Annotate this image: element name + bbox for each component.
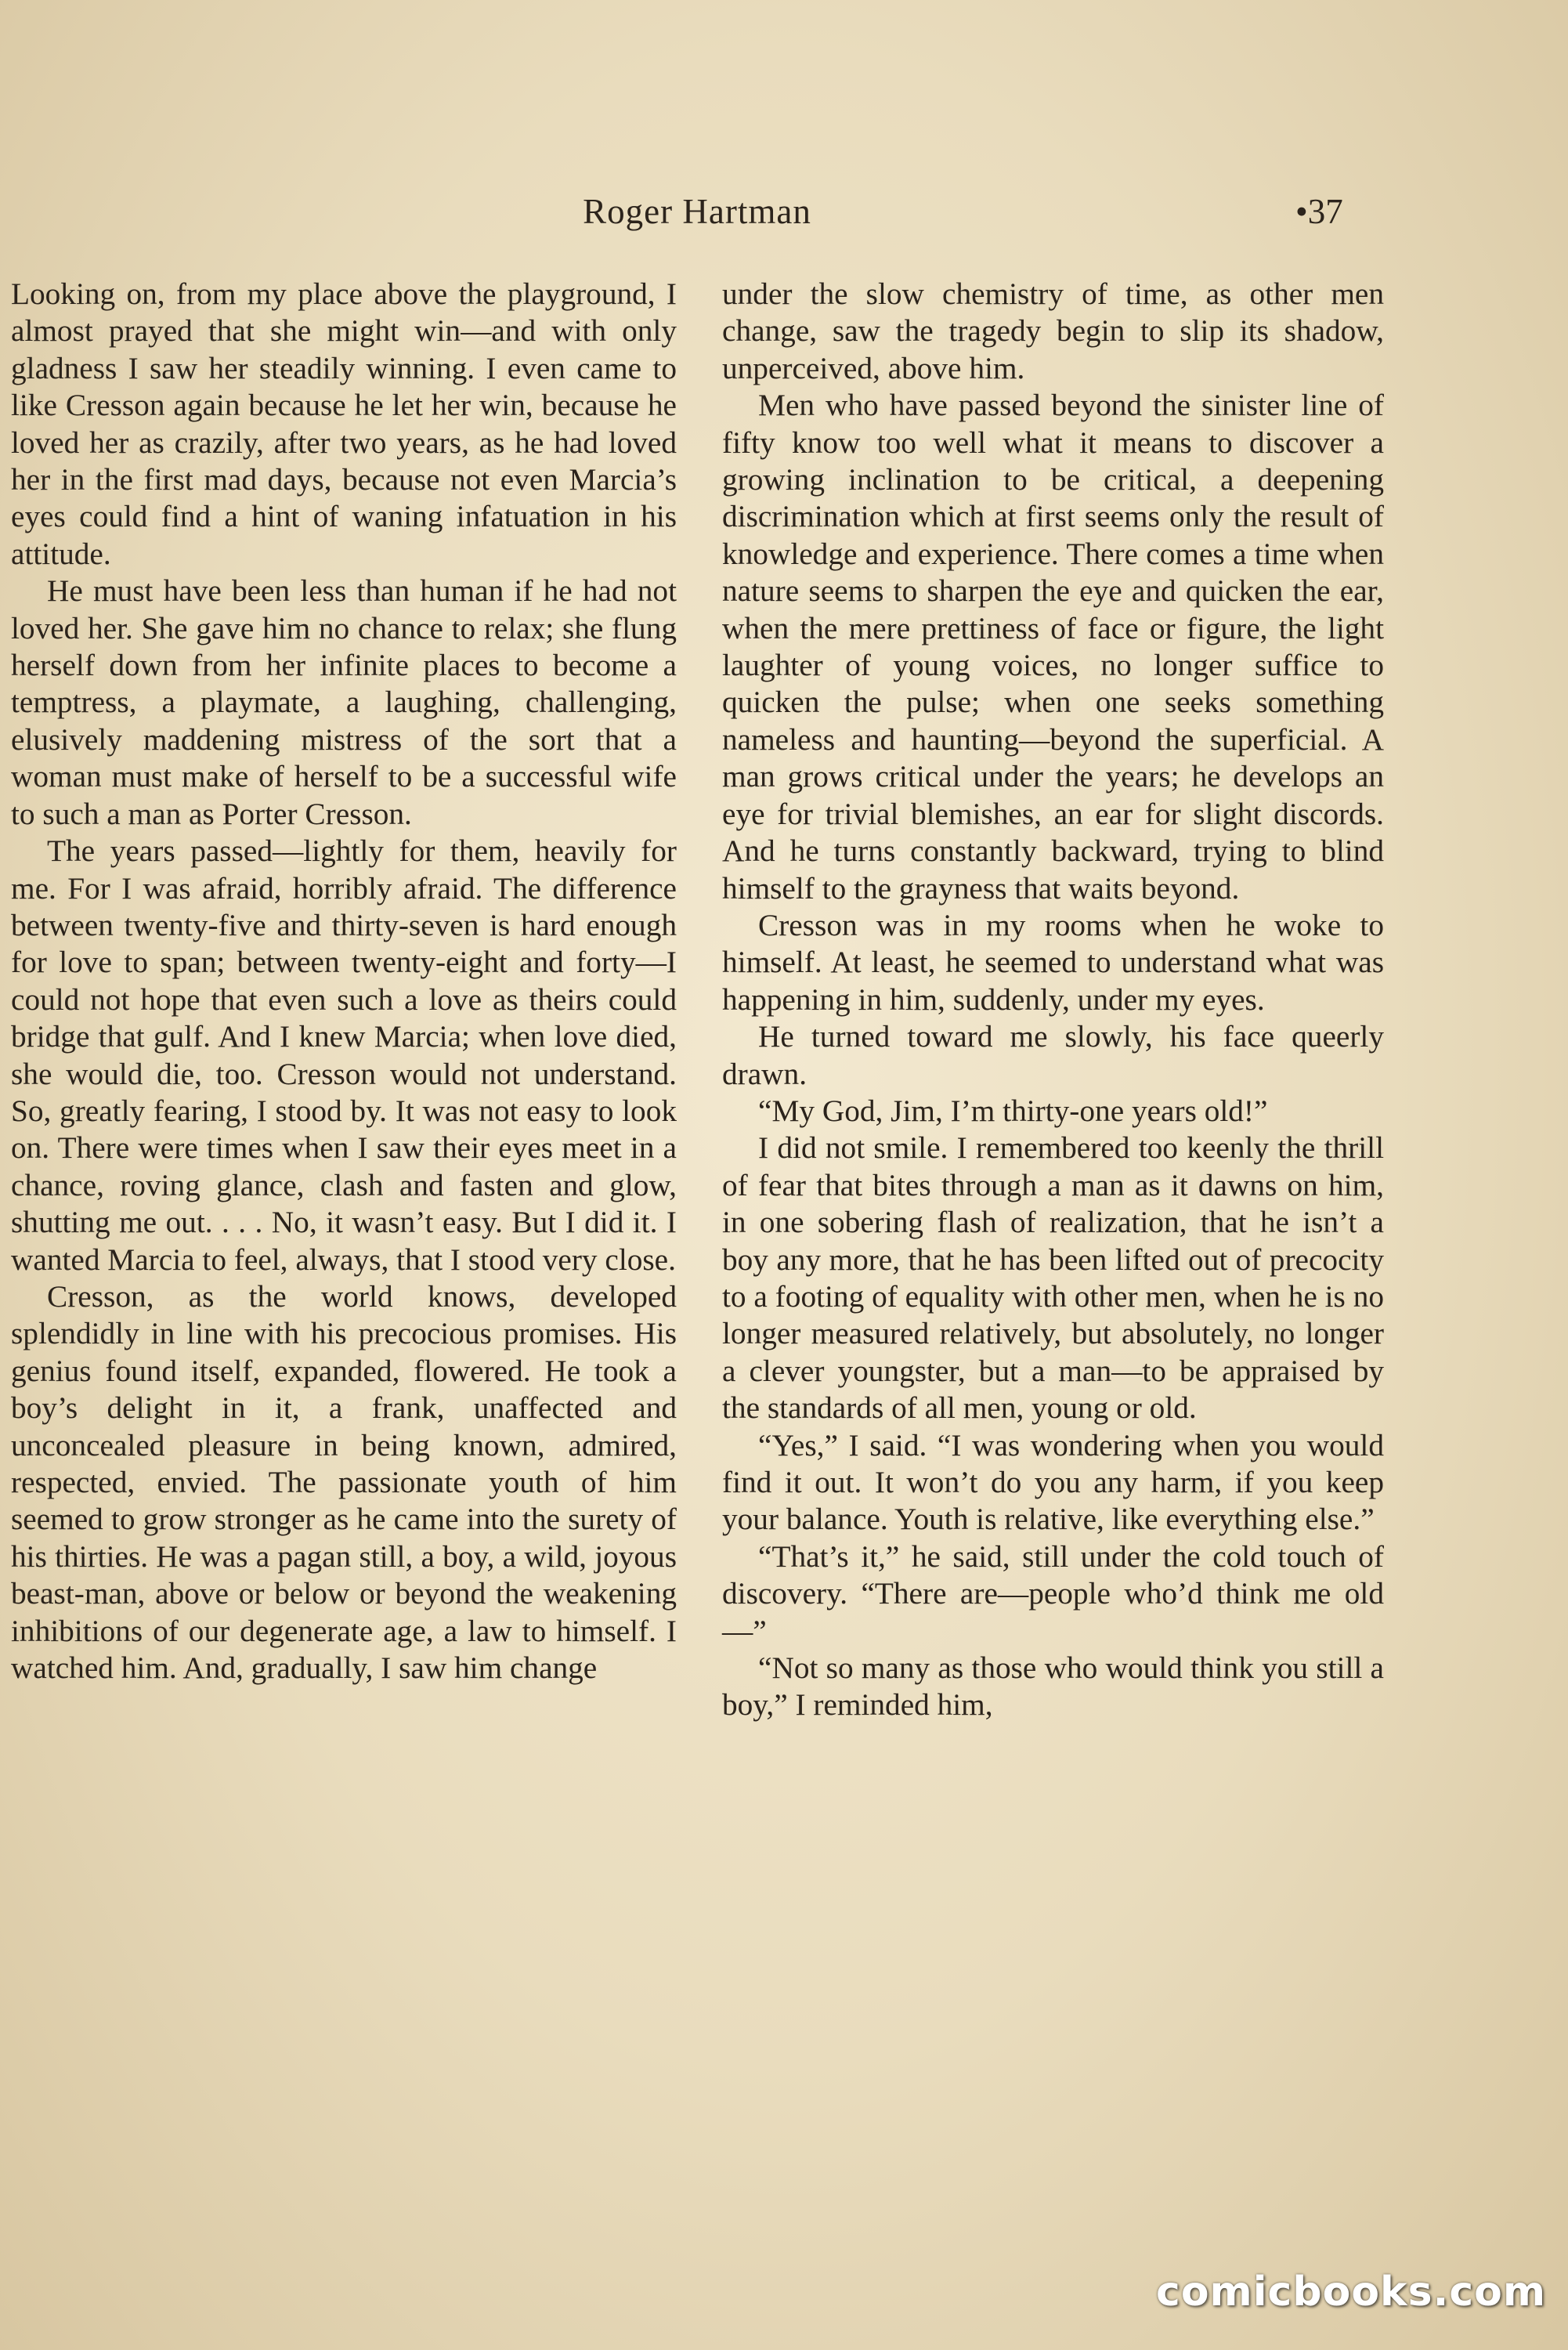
paragraph: He must have been less than human if he had not loved her. She gave him no chance to relax; she flung herself down from her infinite places to become a temptress, a playmate, a laughing, challenging, elusively maddening mistress of the sort that a woman must make of herself to be a successful wife to such a man as Porter Cresson.	[11, 573, 677, 831]
watermark: comicbooks.com	[1156, 2269, 1547, 2316]
paragraph: “That’s it,” he said, still under the cold touch of discovery. “There are—people who’d think me old—”	[722, 1538, 1384, 1648]
running-title: Roger Hartman	[583, 192, 811, 231]
paragraph: “Not so many as those who would think you still a boy,” I reminded him,	[722, 1650, 1384, 1723]
page-header	[0, 191, 1568, 238]
left-column	[11, 276, 677, 1687]
page-number: •37	[1295, 192, 1343, 231]
paragraph: Cresson, as the world knows, developed splendidly in line with his precocious promises. His genius found itself, expanded, flowered. He took a boy’s delight in it, a frank, unaffected and unconcealed pleasure in being known, admired, respected, envied. The passionate youth of him seemed to grow stronger as he came into the surety of his thirties. He was a pagan still, a boy, a wild, joyous beast-man, above or below or beyond the weakening inhibitions of our degenerate age, a law to himself. I watched him. And, gradually, I saw him change	[11, 1278, 677, 1686]
paragraph: Men who have passed beyond the sinister line of fifty know too well what it means to discover a growing inclination to be critical, a deepening discrimination which at first seems only the result of knowledge and experience. There comes a time when nature seems to sharpen the eye and quicken the ear, when the mere prettiness of face or figure, the light laughter of young voices, no longer suffice to quicken the pulse; when one seeks something nameless and haunting—beyond the superficial. A man grows critical under the years; he develops an eye for trivial blemishes, an ear for slight discords. And he turns constantly backward, trying to blind himself to the grayness that waits beyond.	[722, 388, 1384, 906]
paragraph: Looking on, from my place above the playground, I almost prayed that she might win—and with only gladness I saw her steadily winning. I even came to like Cresson again because he let her win, because he loved her as crazily, after two years, as he had loved her in the first mad days, because not even Marcia’s eyes could find a hint of waning infatuation in his attitude.	[11, 277, 677, 571]
paragraph: “Yes,” I said. “I was wondering when you would find it out. It won’t do you any harm, if you keep your balance. Youth is relative, like everything else.”	[722, 1427, 1384, 1537]
paragraph: He turned toward me slowly, his face queerly drawn.	[722, 1019, 1384, 1091]
paragraph: The years passed—lightly for them, heavily for me. For I was afraid, horribly afraid. The difference between twenty-five and thirty-seven is hard enough for love to span; between twenty-eight and forty—I could not hope that even such a love as theirs could bridge that gulf. And I knew Marcia; when love died, she would die, too. Cresson would not understand. So, greatly fearing, I stood by. It was not easy to look on. There were times when I saw their eyes meet in a chance, roving glance, clash and fasten and glow, shutting me out. . . . No, it wasn’t easy. But I did it. I wanted Marcia to feel, always, that I stood very close.	[11, 833, 677, 1277]
paragraph: I did not smile. I remembered too keenly the thrill of fear that bites through a man as it dawns on him, in one sobering flash of realization, that he isn’t a boy any more, that he has been lifted out of precocity to a footing of equality with other men, when he is no longer measured relatively, but absolutely, no longer a clever youngster, but a man—to be appraised by the standards of all men, young or old.	[722, 1130, 1384, 1426]
paragraph: “My God, Jim, I’m thirty-one years old!”	[758, 1093, 1268, 1128]
right-column	[722, 276, 1384, 1724]
paragraph: Cresson was in my rooms when he woke to himself. At least, he seemed to understand what was happening in him, suddenly, under my eyes.	[722, 907, 1384, 1017]
paragraph: under the slow chemistry of time, as other men change, saw the tragedy begin to slip its shadow, unperceived, above him.	[722, 277, 1384, 385]
